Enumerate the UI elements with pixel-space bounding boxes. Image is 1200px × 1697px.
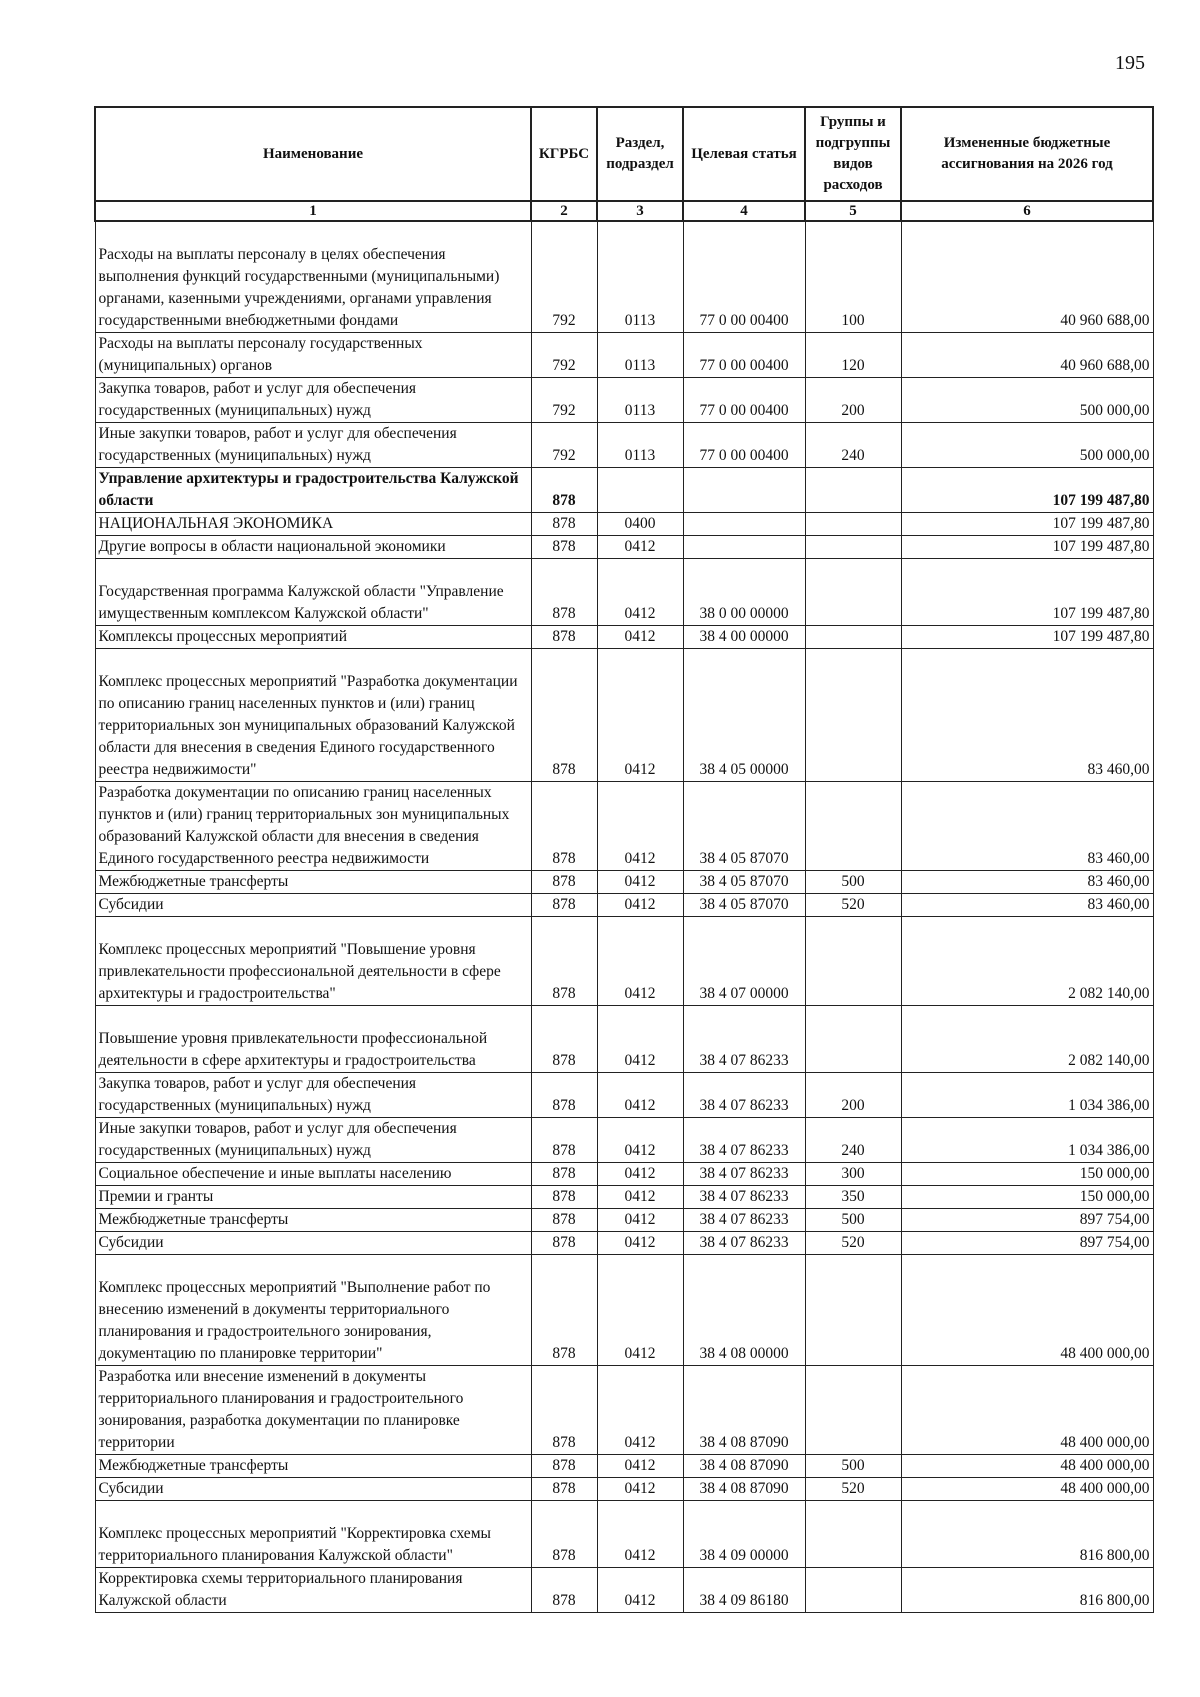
row-kgrbs-cell: 792	[531, 378, 597, 423]
row-section-cell: 0113	[597, 333, 683, 378]
column-number: 1	[95, 201, 531, 221]
row-kgrbs-cell: 878	[531, 1478, 597, 1501]
row-kgrbs-cell: 878	[531, 871, 597, 894]
row-name-cell: Корректировка схемы территориального планирования Калужской области	[95, 1568, 531, 1613]
row-amount-cell: 83 460,00	[901, 782, 1153, 871]
row-group-cell	[805, 1366, 901, 1455]
row-group-cell	[805, 1501, 901, 1568]
row-group-cell: 100	[805, 221, 901, 333]
row-section-cell: 0412	[597, 536, 683, 559]
header-kgrbs: КГРБС	[531, 107, 597, 201]
row-section-cell: 0412	[597, 1232, 683, 1255]
row-amount-cell: 816 800,00	[901, 1501, 1153, 1568]
row-amount-cell: 107 199 487,80	[901, 468, 1153, 513]
row-kgrbs-cell: 878	[531, 1006, 597, 1073]
row-kgrbs-cell: 878	[531, 513, 597, 536]
budget-table	[94, 106, 1154, 1613]
column-number: 4	[683, 201, 805, 221]
row-target-cell: 38 4 08 87090	[683, 1366, 805, 1455]
row-group-cell	[805, 649, 901, 782]
row-name-cell: Межбюджетные трансферты	[95, 1455, 531, 1478]
row-amount-cell: 40 960 688,00	[901, 221, 1153, 333]
row-amount-cell: 83 460,00	[901, 871, 1153, 894]
budget-table-container	[94, 106, 1152, 1613]
column-number: 5	[805, 201, 901, 221]
row-section-cell: 0113	[597, 221, 683, 333]
row-section-cell: 0412	[597, 1163, 683, 1186]
row-target-cell: 38 4 07 86233	[683, 1006, 805, 1073]
table-row	[95, 871, 1153, 894]
table-row	[95, 649, 1153, 782]
row-section-cell: 0113	[597, 378, 683, 423]
row-section-cell: 0412	[597, 894, 683, 917]
row-name-cell: Социальное обеспечение и иные выплаты населению	[95, 1163, 531, 1186]
row-kgrbs-cell: 878	[531, 1209, 597, 1232]
row-name-cell: Премии и гранты	[95, 1186, 531, 1209]
row-name-cell: Управление архитектуры и градостроительства Калужской области	[95, 468, 531, 513]
table-row	[95, 1501, 1153, 1568]
column-number-row	[95, 201, 1153, 221]
row-kgrbs-cell: 878	[531, 559, 597, 626]
row-group-cell: 120	[805, 333, 901, 378]
row-name-cell: Субсидии	[95, 894, 531, 917]
table-row	[95, 1568, 1153, 1613]
table-row	[95, 1366, 1153, 1455]
row-section-cell: 0412	[597, 1255, 683, 1366]
row-target-cell: 38 4 07 86233	[683, 1163, 805, 1186]
row-group-cell: 520	[805, 894, 901, 917]
row-section-cell: 0412	[597, 871, 683, 894]
row-name-cell: Государственная программа Калужской области "Управление имущественным комплексом Калужской области"	[95, 559, 531, 626]
row-kgrbs-cell: 878	[531, 917, 597, 1006]
row-amount-cell: 2 082 140,00	[901, 917, 1153, 1006]
table-row	[95, 468, 1153, 513]
row-section-cell: 0412	[597, 1478, 683, 1501]
row-group-cell	[805, 559, 901, 626]
row-group-cell	[805, 1568, 901, 1613]
row-target-cell: 38 4 05 87070	[683, 894, 805, 917]
row-group-cell	[805, 1255, 901, 1366]
row-target-cell: 38 4 09 00000	[683, 1501, 805, 1568]
row-section-cell: 0412	[597, 782, 683, 871]
table-header-row	[95, 107, 1153, 201]
table-row	[95, 333, 1153, 378]
header-name: Наименование	[95, 107, 531, 201]
row-name-cell: Иные закупки товаров, работ и услуг для обеспечения государственных (муниципальных) нужд	[95, 1118, 531, 1163]
table-row	[95, 1255, 1153, 1366]
row-group-cell: 200	[805, 1073, 901, 1118]
table-row	[95, 378, 1153, 423]
row-name-cell: Другие вопросы в области национальной экономики	[95, 536, 531, 559]
row-kgrbs-cell: 792	[531, 221, 597, 333]
row-name-cell: НАЦИОНАЛЬНАЯ ЭКОНОМИКА	[95, 513, 531, 536]
table-row	[95, 1006, 1153, 1073]
row-target-cell	[683, 468, 805, 513]
row-kgrbs-cell: 878	[531, 1255, 597, 1366]
row-amount-cell: 1 034 386,00	[901, 1073, 1153, 1118]
row-section-cell: 0412	[597, 1455, 683, 1478]
row-target-cell: 38 4 09 86180	[683, 1568, 805, 1613]
table-row	[95, 1455, 1153, 1478]
table-row	[95, 1186, 1153, 1209]
row-group-cell	[805, 536, 901, 559]
row-section-cell: 0412	[597, 559, 683, 626]
row-target-cell: 38 4 07 86233	[683, 1186, 805, 1209]
row-group-cell	[805, 513, 901, 536]
row-target-cell	[683, 513, 805, 536]
row-amount-cell: 83 460,00	[901, 894, 1153, 917]
row-section-cell	[597, 468, 683, 513]
table-row	[95, 626, 1153, 649]
row-amount-cell: 1 034 386,00	[901, 1118, 1153, 1163]
row-group-cell	[805, 917, 901, 1006]
row-section-cell: 0412	[597, 1501, 683, 1568]
row-name-cell: Комплекс процессных мероприятий "Выполнение работ по внесению изменений в документы территориального планирования и градостроительного зонирования, документацию по планировке территории"	[95, 1255, 531, 1366]
row-group-cell: 500	[805, 1455, 901, 1478]
row-kgrbs-cell: 878	[531, 1366, 597, 1455]
row-section-cell: 0412	[597, 917, 683, 1006]
row-kgrbs-cell: 878	[531, 1163, 597, 1186]
row-name-cell: Комплексы процессных мероприятий	[95, 626, 531, 649]
row-kgrbs-cell: 878	[531, 1073, 597, 1118]
row-name-cell: Повышение уровня привлекательности профессиональной деятельности в сфере архитектуры и градостроительства	[95, 1006, 531, 1073]
row-target-cell: 38 4 07 00000	[683, 917, 805, 1006]
table-body	[95, 221, 1153, 1613]
row-kgrbs-cell: 878	[531, 894, 597, 917]
table-row	[95, 221, 1153, 333]
row-target-cell: 38 4 00 00000	[683, 626, 805, 649]
row-target-cell: 38 4 08 87090	[683, 1478, 805, 1501]
row-amount-cell: 40 960 688,00	[901, 333, 1153, 378]
row-target-cell: 77 0 00 00400	[683, 333, 805, 378]
row-amount-cell: 816 800,00	[901, 1568, 1153, 1613]
row-section-cell: 0412	[597, 1568, 683, 1613]
row-kgrbs-cell: 878	[531, 1455, 597, 1478]
row-amount-cell: 48 400 000,00	[901, 1255, 1153, 1366]
row-target-cell: 38 4 08 00000	[683, 1255, 805, 1366]
table-row	[95, 513, 1153, 536]
table-row	[95, 536, 1153, 559]
row-section-cell: 0412	[597, 1118, 683, 1163]
table-row	[95, 423, 1153, 468]
row-target-cell: 38 4 07 86233	[683, 1118, 805, 1163]
row-amount-cell: 48 400 000,00	[901, 1366, 1153, 1455]
row-group-cell	[805, 626, 901, 649]
row-section-cell: 0412	[597, 1006, 683, 1073]
row-group-cell: 240	[805, 423, 901, 468]
row-name-cell: Закупка товаров, работ и услуг для обеспечения государственных (муниципальных) нужд	[95, 378, 531, 423]
row-section-cell: 0412	[597, 626, 683, 649]
row-name-cell: Субсидии	[95, 1478, 531, 1501]
table-row	[95, 782, 1153, 871]
row-amount-cell: 150 000,00	[901, 1163, 1153, 1186]
row-amount-cell: 2 082 140,00	[901, 1006, 1153, 1073]
table-row	[95, 1478, 1153, 1501]
row-target-cell: 38 4 05 87070	[683, 782, 805, 871]
row-kgrbs-cell: 878	[531, 536, 597, 559]
column-number: 6	[901, 201, 1153, 221]
row-name-cell: Разработка или внесение изменений в документы территориального планирования и градостроительного зонирования, разработка документации по планировке территории	[95, 1366, 531, 1455]
row-section-cell: 0412	[597, 1073, 683, 1118]
row-group-cell: 350	[805, 1186, 901, 1209]
row-group-cell: 520	[805, 1232, 901, 1255]
row-target-cell: 38 4 07 86233	[683, 1073, 805, 1118]
row-amount-cell: 83 460,00	[901, 649, 1153, 782]
table-row	[95, 1118, 1153, 1163]
row-kgrbs-cell: 878	[531, 1232, 597, 1255]
row-kgrbs-cell: 878	[531, 649, 597, 782]
row-group-cell: 240	[805, 1118, 901, 1163]
row-kgrbs-cell: 878	[531, 1186, 597, 1209]
row-target-cell: 77 0 00 00400	[683, 221, 805, 333]
table-row	[95, 894, 1153, 917]
column-number: 2	[531, 201, 597, 221]
row-kgrbs-cell: 792	[531, 423, 597, 468]
row-target-cell: 38 4 07 86233	[683, 1209, 805, 1232]
table-row	[95, 1232, 1153, 1255]
row-section-cell: 0412	[597, 1366, 683, 1455]
row-group-cell	[805, 782, 901, 871]
row-name-cell: Закупка товаров, работ и услуг для обеспечения государственных (муниципальных) нужд	[95, 1073, 531, 1118]
row-group-cell: 520	[805, 1478, 901, 1501]
row-kgrbs-cell: 792	[531, 333, 597, 378]
row-amount-cell: 150 000,00	[901, 1186, 1153, 1209]
row-amount-cell: 107 199 487,80	[901, 559, 1153, 626]
row-kgrbs-cell: 878	[531, 1501, 597, 1568]
row-amount-cell: 107 199 487,80	[901, 513, 1153, 536]
row-section-cell: 0113	[597, 423, 683, 468]
header-target: Целевая статья	[683, 107, 805, 201]
row-group-cell	[805, 468, 901, 513]
header-amount: Измененные бюджетные ассигнования на 2026 год	[901, 107, 1153, 201]
row-kgrbs-cell: 878	[531, 782, 597, 871]
header-groups: Группы и подгруппы видов расходов	[805, 107, 901, 201]
page-number: 195	[1115, 52, 1145, 74]
row-kgrbs-cell: 878	[531, 1118, 597, 1163]
row-name-cell: Комплекс процессных мероприятий "Разработка документации по описанию границ населенных пунктов и (или) границ территориальных зон муниципальных образований Калужской области для внесения в сведения Единого государственного реестра недвижимости"	[95, 649, 531, 782]
row-name-cell: Субсидии	[95, 1232, 531, 1255]
row-amount-cell: 48 400 000,00	[901, 1478, 1153, 1501]
row-group-cell: 200	[805, 378, 901, 423]
row-name-cell: Расходы на выплаты персоналу в целях обеспечения выполнения функций государственными (муниципальными) органами, казенными учреждениями, органами управления государственными внебюджетными фондами	[95, 221, 531, 333]
row-section-cell: 0412	[597, 1186, 683, 1209]
row-group-cell: 300	[805, 1163, 901, 1186]
table-row	[95, 1073, 1153, 1118]
row-kgrbs-cell: 878	[531, 626, 597, 649]
column-number: 3	[597, 201, 683, 221]
row-amount-cell: 897 754,00	[901, 1232, 1153, 1255]
row-target-cell: 77 0 00 00400	[683, 378, 805, 423]
row-group-cell	[805, 1006, 901, 1073]
row-name-cell: Расходы на выплаты персоналу государственных (муниципальных) органов	[95, 333, 531, 378]
row-group-cell: 500	[805, 871, 901, 894]
row-target-cell: 38 0 00 00000	[683, 559, 805, 626]
row-section-cell: 0412	[597, 649, 683, 782]
row-kgrbs-cell: 878	[531, 1568, 597, 1613]
row-group-cell: 500	[805, 1209, 901, 1232]
row-amount-cell: 107 199 487,80	[901, 626, 1153, 649]
row-target-cell: 77 0 00 00400	[683, 423, 805, 468]
row-target-cell	[683, 536, 805, 559]
row-amount-cell: 107 199 487,80	[901, 536, 1153, 559]
row-target-cell: 38 4 05 00000	[683, 649, 805, 782]
row-target-cell: 38 4 08 87090	[683, 1455, 805, 1478]
row-name-cell: Межбюджетные трансферты	[95, 871, 531, 894]
table-row	[95, 1209, 1153, 1232]
row-name-cell: Межбюджетные трансферты	[95, 1209, 531, 1232]
row-target-cell: 38 4 07 86233	[683, 1232, 805, 1255]
table-row	[95, 917, 1153, 1006]
row-name-cell: Разработка документации по описанию границ населенных пунктов и (или) границ территориальных зон муниципальных образований Калужской области для внесения в сведения Единого государственного реестра недвижимости	[95, 782, 531, 871]
table-row	[95, 1163, 1153, 1186]
row-section-cell: 0400	[597, 513, 683, 536]
row-section-cell: 0412	[597, 1209, 683, 1232]
row-amount-cell: 48 400 000,00	[901, 1455, 1153, 1478]
row-name-cell: Комплекс процессных мероприятий "Корректировка схемы территориального планирования Калужской области"	[95, 1501, 531, 1568]
row-amount-cell: 500 000,00	[901, 423, 1153, 468]
row-name-cell: Иные закупки товаров, работ и услуг для обеспечения государственных (муниципальных) нужд	[95, 423, 531, 468]
row-amount-cell: 500 000,00	[901, 378, 1153, 423]
row-target-cell: 38 4 05 87070	[683, 871, 805, 894]
table-row	[95, 559, 1153, 626]
row-name-cell: Комплекс процессных мероприятий "Повышение уровня привлекательности профессиональной деятельности в сфере архитектуры и градостроительства"	[95, 917, 531, 1006]
row-amount-cell: 897 754,00	[901, 1209, 1153, 1232]
header-section: Раздел, подраздел	[597, 107, 683, 201]
row-kgrbs-cell: 878	[531, 468, 597, 513]
